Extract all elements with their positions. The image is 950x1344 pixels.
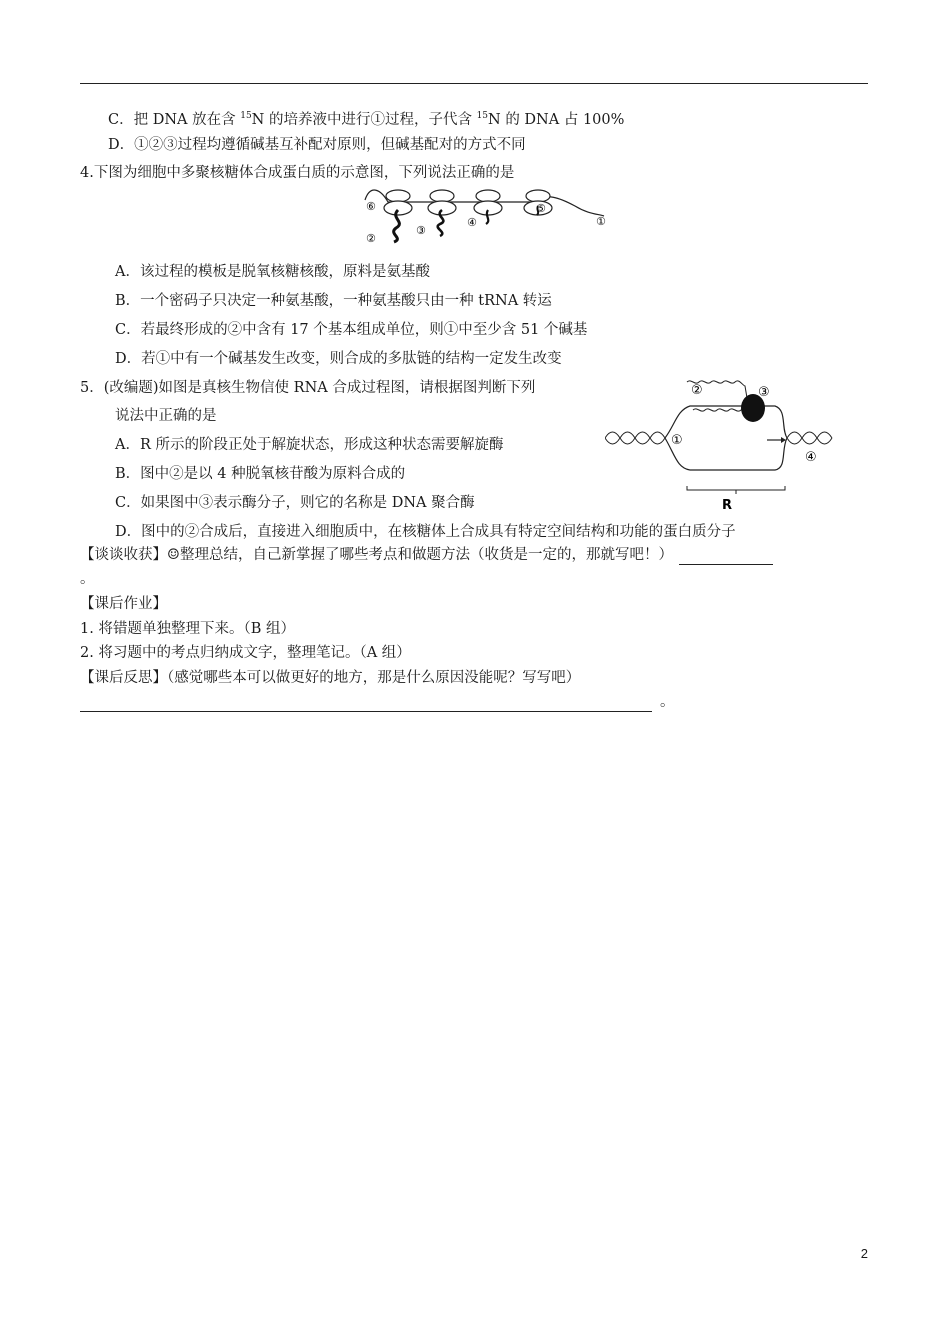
polyribosome-figure (360, 180, 620, 250)
q5-option-a: A．R 所示的阶段正处于解旋状态，形成这种状态需要解旋酶 (115, 437, 504, 453)
reflection-answer: 。 (80, 692, 675, 712)
label-5: ⑤ (536, 202, 546, 215)
homework-item-1: 1. 将错题单独整理下来。（B 组） (80, 621, 295, 637)
dna-helix-left (605, 432, 665, 444)
q5-stem-line2: 说法中正确的是 (115, 408, 217, 424)
q5-option-b: B．图中②是以 4 种脱氧核苷酸为原料合成的 (115, 466, 406, 482)
harvest-line: 【谈谈收获】☺整理总结，自己新掌握了哪些考点和做题方法（收货是一定的，那就写吧！） (80, 545, 773, 565)
label-4: ④ (805, 450, 817, 465)
ribosome-large-subunit (430, 190, 454, 202)
label-2: ② (691, 383, 703, 398)
q4-option-c: C．若最终形成的②中含有 17 个基本组成单位，则①中至少含 51 个碱基 (115, 322, 588, 338)
label-3: ③ (758, 385, 770, 400)
reflection-answer-blank[interactable] (80, 695, 652, 712)
label-2: ② (366, 232, 376, 245)
ribosome-small-subunit (384, 201, 412, 215)
page-number: 2 (860, 1246, 868, 1261)
dna-helix-right (787, 432, 832, 444)
ribosome-small-subunit (428, 201, 456, 215)
label-3: ③ (416, 224, 426, 237)
label-1: ① (596, 215, 606, 228)
q4-stem: 4.下图为细胞中多聚核糖体合成蛋白质的示意图，下列说法正确的是 (80, 165, 515, 181)
harvest-end: 。 (80, 571, 95, 587)
q3-option-c: C．把 DNA 放在含 $^{15}$N 的培养液中进行①过程，子代含 $^{15}$N 的 DNA 占 100% (108, 111, 625, 128)
dna-bubble-bottom (665, 438, 787, 470)
ribosome-large-subunit (526, 190, 550, 202)
q5-option-d: D．图中的②合成后，直接进入细胞质中，在核糖体上合成具有特定空间结构和功能的蛋白质分子 (115, 524, 736, 540)
transcription-figure (605, 370, 840, 515)
r-bracket (687, 486, 785, 490)
dna-helix-right (787, 432, 832, 444)
q4-option-d: D．若①中有一个碱基发生改变，则合成的多肽链的结构一定发生改变 (115, 351, 562, 367)
q4-option-b: B．一个密码子只决定一种氨基酸，一种氨基酸只由一种 tRNA 转运 (115, 293, 552, 309)
label-r: R (722, 498, 733, 513)
ribosome-large-subunit (476, 190, 500, 202)
q5-option-c: C．如果图中③表示酶分子，则它的名称是 DNA 聚合酶 (115, 495, 475, 511)
q4-option-a: A．该过程的模板是脱氧核糖核酸，原料是氨基酸 (115, 264, 430, 280)
q3-option-d: D．①②③过程均遵循碱基互补配对原则，但碱基配对的方式不同 (108, 137, 526, 153)
label-4: ④ (467, 216, 477, 229)
q5-stem-line1: 5．(改编题)如图是真核生物信使 RNA 合成过程图，请根据图判断下列 (80, 380, 536, 396)
label-1: ① (671, 433, 683, 448)
reflection-line: 【课后反思】（感觉哪些本可以做更好的地方，那是什么原因没能呢？写写吧） (80, 670, 581, 686)
homework-item-2: 2. 将习题中的考点归纳成文字，整理笔记。（A 组） (80, 645, 411, 661)
peptide-chain (486, 210, 488, 224)
label-6: ⑥ (366, 200, 376, 213)
header-rule (80, 83, 868, 84)
homework-title: 【课后作业】 (80, 596, 167, 612)
ribosome-large-subunit (386, 190, 410, 202)
harvest-answer-blank[interactable] (679, 548, 773, 565)
